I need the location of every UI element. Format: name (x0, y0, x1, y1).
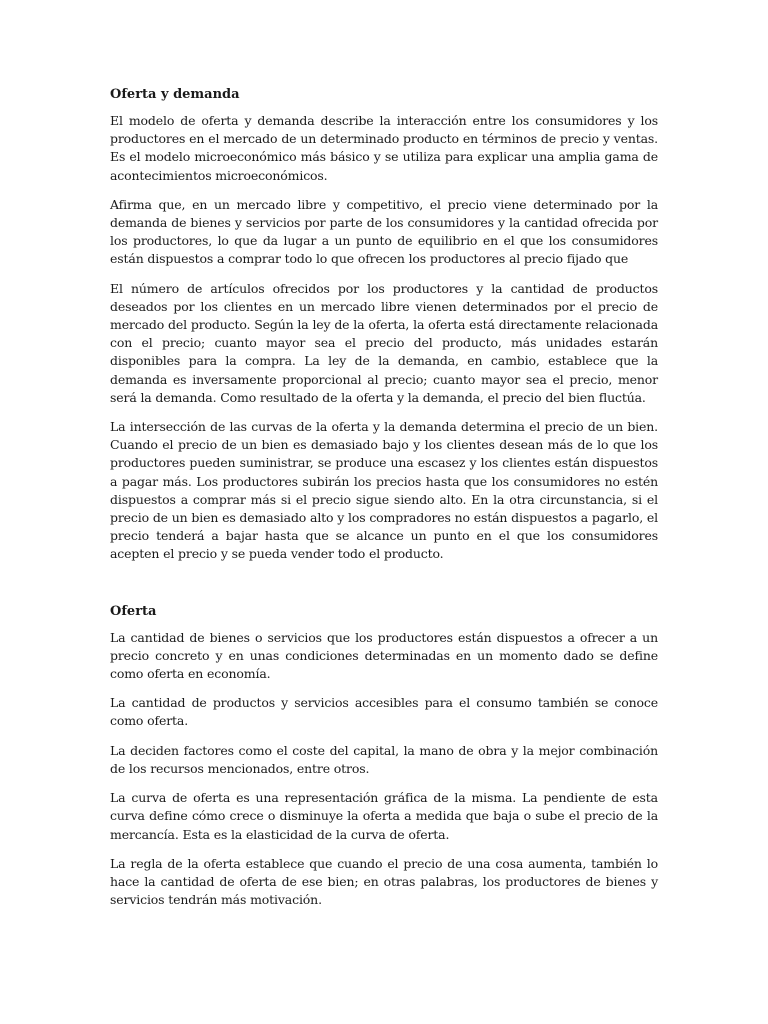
paragraph: La regla de la oferta establece que cuando el precio de una cosa aumenta, también lo hace la cantidad de oferta de ese bien; en otras palabras, los productores de bienes y servicios tendrán más motivación. (110, 855, 658, 908)
section-spacer (110, 575, 658, 603)
document-page (110, 86, 658, 920)
section-heading-oferta-y-demanda: Oferta y demanda (110, 87, 240, 102)
paragraph: La curva de oferta es una representación gráfica de la misma. La pendiente de esta curva define cómo crece o disminuye la oferta a medida que baja o sube el precio de la mercancía. Esta es la elasticidad de la curva de oferta. (110, 790, 658, 842)
paragraph: El número de artículos ofrecidos por los productores y la cantidad de productos deseados por los clientes en un mercado libre vienen determinados por el precio de mercado del producto. Según la ley de la oferta, la oferta está directamente relacionada con el precio; cuanto mayor sea el precio del producto, más unidades estarán disponibles para la compra. La ley de la demanda, en cambio, establece que la demanda es inversamente proporcional al precio; cuanto mayor sea el precio, menor será la demanda. Como resultado de la oferta y la demanda, el precio del bien fluctúa. (110, 280, 658, 405)
paragraph: El modelo de oferta y demanda describe la interacción entre los consumidores y los productores en el mercado de un determinado producto en términos de precio y ventas. Es el modelo microeconómico más básico y se utiliza para explicar una amplia gama de acontecimientos microeconómicos. (110, 113, 658, 183)
paragraph: Afirma que, en un mercado libre y competitivo, el precio viene determinado por la demanda de bienes y servicios por parte de los consumidores y la cantidad ofrecida por los productores, lo que da lugar a un punto de equilibrio en el que los consumidores están dispuestos a comprar todo lo que ofrecen los productores al precio fijado que (110, 196, 658, 267)
paragraph: La cantidad de bienes o servicios que los productores están dispuestos a ofrecer a un precio concreto y en unas condiciones determinadas en un momento dado se define como oferta en economía. (110, 629, 658, 682)
paragraph: La cantidad de productos y servicios accesibles para el consumo también se conoce como oferta. (110, 695, 658, 729)
paragraph: La intersección de las curvas de la oferta y la demanda determina el precio de un bien. Cuando el precio de un bien es demasiado bajo y los clientes desean más de lo que los productores pueden suministrar, se produce una escasez y los clientes están dispuestos a pagar más. Los productores subirán los precios hasta que los consumidores no estén dispuestos a comprar más si el precio sigue siendo alto. En la otra circunstancia, si el precio de un bien es demasiado alto y los compradores no están dispuestos a pagarlo, el precio tenderá a bajar hasta que se alcance un punto en el que los consumidores acepten el precio y se pueda vender todo el producto. (110, 419, 658, 562)
section-heading-oferta: Oferta (110, 603, 157, 619)
paragraph: La deciden factores como el coste del capital, la mano de obra y la mejor combinación de los recursos mencionados, entre otros. (110, 742, 658, 776)
